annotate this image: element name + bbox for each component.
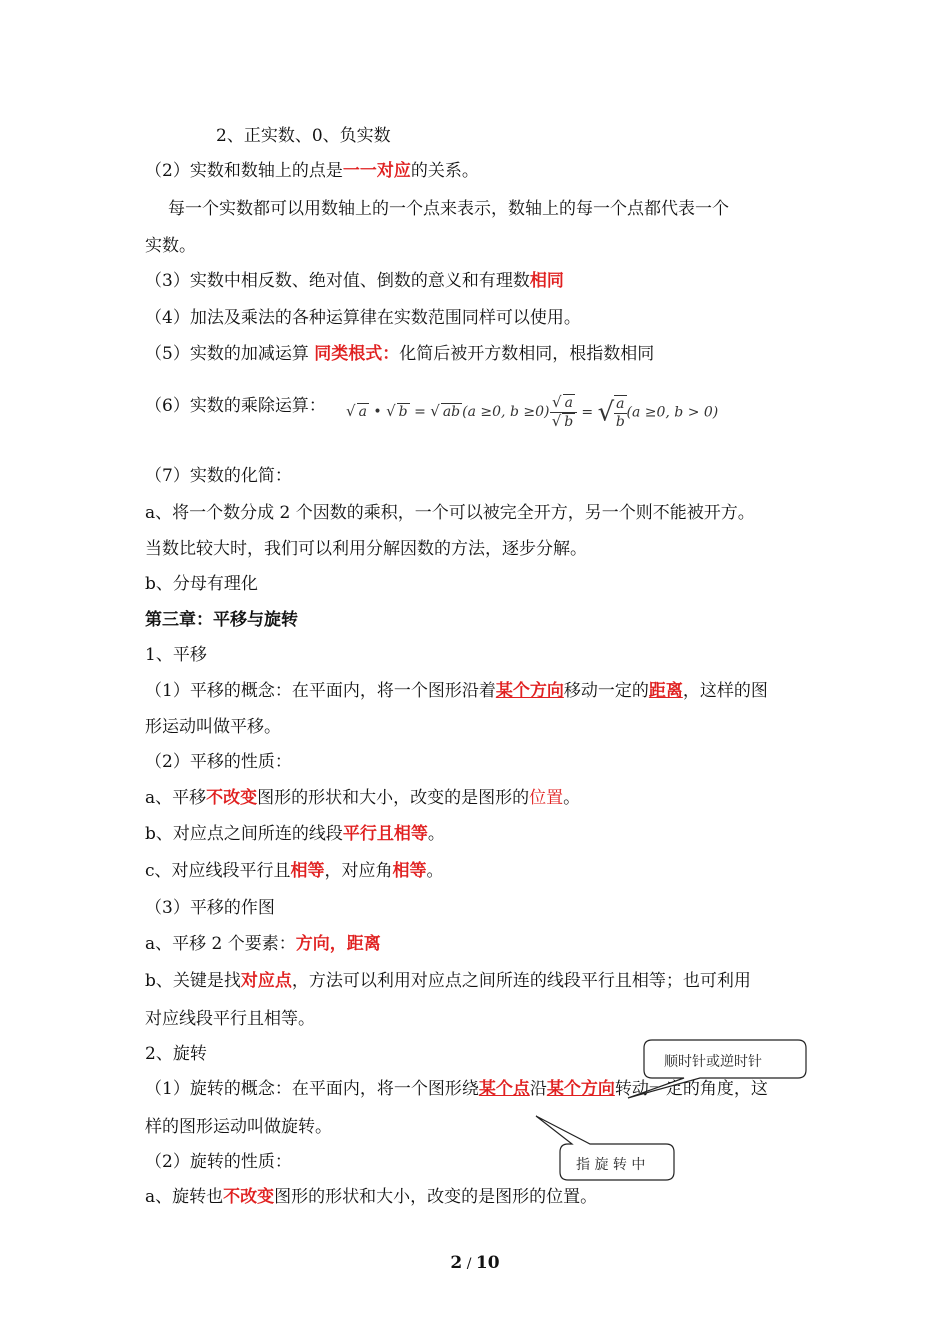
formula-operator: =: [581, 404, 594, 421]
section-heading-translation: 1、平移: [145, 645, 207, 665]
callout-top-text: 顺时针或逆时针: [664, 1054, 762, 1070]
radical-icon: √: [386, 402, 396, 420]
formula-operator: •: [373, 404, 382, 420]
highlight-corresponding-points: 对应点: [240, 971, 292, 991]
paragraph-factor-cont: 当数比较大时，我们可以利用分解因数的方法，逐步分解。: [145, 539, 587, 559]
highlight-one-to-one: 一一对应: [342, 161, 411, 181]
text: b、关键是找: [145, 971, 241, 991]
text: 。: [563, 788, 581, 808]
highlight-same: 相同: [529, 271, 564, 291]
text: ，这样的图: [682, 681, 768, 701]
formula-term: ab: [442, 404, 461, 420]
page-current: 2: [450, 1253, 463, 1273]
paragraph-rationalize: b、分母有理化: [145, 574, 258, 594]
text: 。: [427, 824, 445, 844]
radical-icon: √: [430, 402, 440, 420]
formula-term: a: [616, 395, 625, 412]
highlight-position: 位置: [529, 788, 564, 808]
text: 图形的形状和大小，改变的是图形的位置。: [274, 1187, 598, 1207]
highlight-direction: 某个方向: [495, 681, 564, 701]
callout-bottom-text: 指 旋 转 中: [576, 1157, 646, 1173]
highlight-distance: 距离: [648, 681, 683, 701]
section-heading-rotation: 2、旋转: [145, 1044, 207, 1064]
text: 图形的形状和大小，改变的是图形的: [257, 788, 530, 808]
paragraph-laws: （4）加法及乘法的各种运算律在实数范围同样可以使用。: [145, 308, 581, 328]
formula-condition: (a ≥0, b > 0): [626, 404, 719, 421]
formula-condition: (a ≥0, b ≥0): [462, 404, 550, 420]
paragraph-factor: a、将一个数分成 2 个因数的乘积，一个可以被完全开方，另一个则不能被开方。: [145, 503, 755, 523]
radical-icon: √: [346, 402, 356, 420]
paragraph-continued: 实数。: [145, 236, 196, 256]
paragraph-translation-def-cont: 形运动叫做平移。: [145, 717, 281, 737]
highlight-unchanged: 不改变: [206, 788, 258, 808]
text: （1）平移的概念：在平面内，将一个图形沿着: [145, 681, 496, 701]
paragraph-translation-props: （2）平移的性质：: [145, 752, 292, 772]
formula-term: b: [615, 413, 625, 430]
highlight-some-direction: 某个方向: [546, 1079, 615, 1099]
text: c、对应线段平行且: [145, 861, 291, 881]
text: ，对应角: [324, 861, 393, 881]
text: 。: [426, 861, 444, 881]
text: （3）实数中相反数、绝对值、倒数的意义和有理数: [145, 271, 530, 291]
highlight-some-point: 某个点: [478, 1079, 530, 1099]
chapter-heading: 第三章：平移与旋转: [145, 610, 298, 630]
formula-operator: =: [414, 404, 426, 420]
text: 沿: [529, 1079, 547, 1099]
text: a、旋转也: [145, 1187, 224, 1207]
highlight-equal: 相等: [290, 861, 325, 881]
formula-term: b: [398, 404, 408, 420]
paragraph-rotation-def-cont: 样的图形运动叫做旋转。: [145, 1117, 332, 1137]
page-total: 10: [475, 1253, 500, 1273]
text: b、对应点之间所连的线段: [145, 824, 343, 844]
paragraph-rotation-props: （2）旋转的性质：: [145, 1152, 292, 1172]
radical-icon: √: [597, 397, 615, 428]
paragraph-construction: （3）平移的作图: [145, 898, 275, 918]
paragraph-real-points: 每一个实数都可以用数轴上的一个点来表示，数轴上的每一个点都代表一个: [168, 199, 729, 219]
paragraph-simplify: （7）实数的化简：: [145, 466, 292, 486]
highlight-equal: 相等: [392, 861, 427, 881]
formula-term: b: [564, 414, 574, 430]
text: （1）旋转的概念：在平面内，将一个图形绕: [145, 1079, 479, 1099]
text: 的关系。: [410, 161, 479, 181]
fraction: $\frac{√ a}{√ b}$: [550, 394, 577, 431]
page-number: [0, 1253, 950, 1273]
highlight-parallel-equal: 平行且相等: [342, 824, 428, 844]
text: a、平移: [145, 788, 207, 808]
page-separator: /: [462, 1256, 476, 1272]
paragraph-key-cont: 对应线段平行且相等。: [145, 1009, 315, 1029]
highlight-unchanged: 不改变: [223, 1187, 275, 1207]
text: （5）实数的加减运算: [145, 344, 315, 364]
text: 化简后被开方数相同，根指数相同: [399, 344, 655, 364]
list-item-real-types: 2、正实数、0、负实数: [216, 126, 391, 146]
formula-term: a: [358, 404, 367, 420]
highlight-similar-radicals: 同类根式：: [314, 344, 400, 364]
text: ，方法可以利用对应点之间所连的线段平行且相等；也可利用: [291, 971, 751, 991]
paragraph-multiplication: （6）实数的乘除运算：: [145, 396, 326, 416]
highlight-direction-distance: 方向，距离: [295, 934, 381, 954]
text: （2）实数和数轴上的点是: [145, 161, 343, 181]
text: 转动一定的角度，这: [614, 1079, 768, 1099]
text: 移动一定的: [563, 681, 649, 701]
formula-term: a: [564, 395, 573, 411]
text: a、平移 2 个要素：: [145, 934, 296, 954]
